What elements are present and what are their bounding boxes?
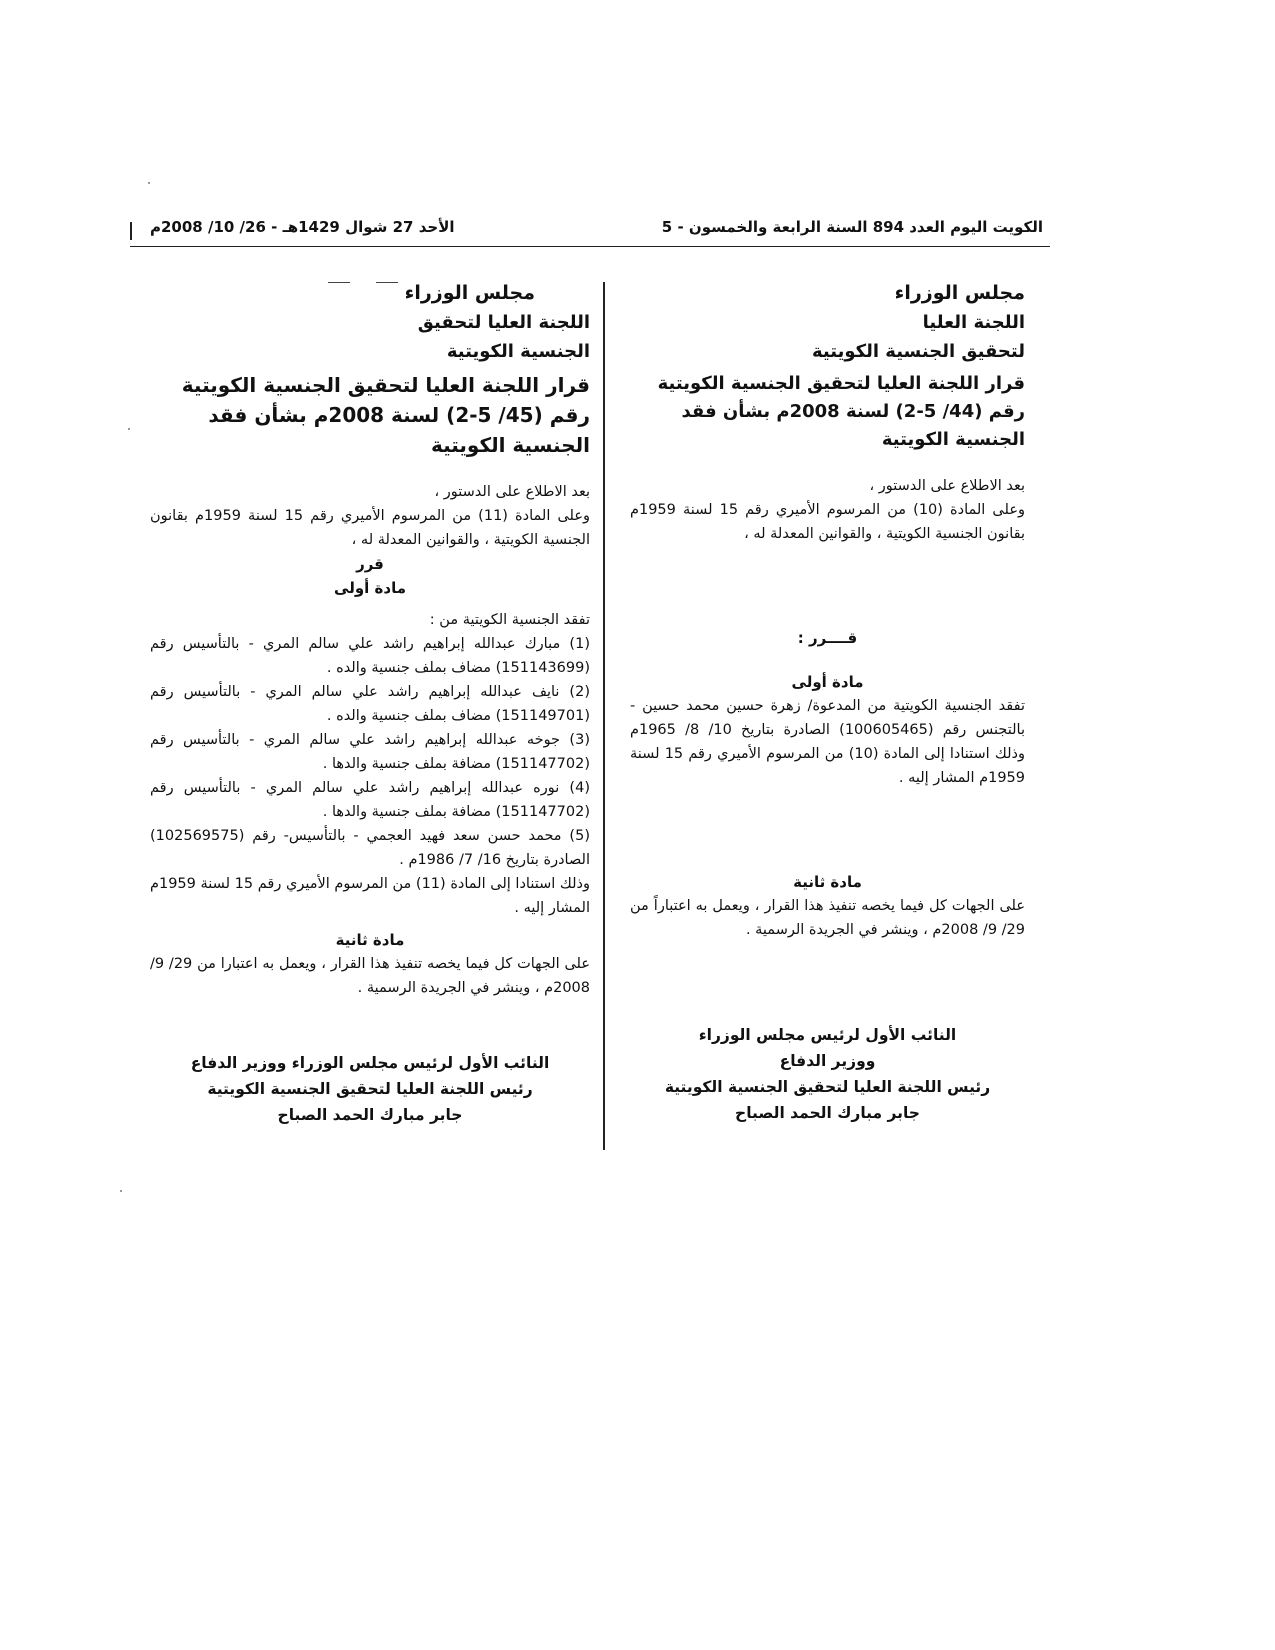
decided-heading: قرر <box>356 555 384 573</box>
decision-title: رقم (45/ 5-2) لسنة 2008م بشأن فقد الجنسية الكويتية <box>208 403 590 457</box>
list-item: (5) محمد حسن سعد فهيد العجمي - بالتأسيس- رقم (102569575) الصادرة بتاريخ 16/ 7/ 1986م . <box>150 828 590 868</box>
gazette-date-header: الأحد 27 شوال 1429هـ - 26/ 10/ 2008م <box>150 218 455 236</box>
article-intro: تفقد الجنسية الكويتية من : <box>429 612 590 628</box>
article-text: على الجهات كل فيما يخصه تنفيذ هذا القرار ، ويعمل به اعتبارا من 29/ 9/ 2008م ، وينشر في الجريدة الرسمية . <box>150 956 591 996</box>
gazette-issue-header: الكويت اليوم العدد 894 السنة الرابعة والخمسون - 5 <box>661 218 1043 236</box>
article-heading: مادة أولى <box>334 579 406 597</box>
scan-speck <box>120 1190 122 1192</box>
article-heading: مادة ثانية <box>335 931 405 949</box>
list-item: (4) نوره عبدالله إبراهيم راشد علي سالم المري - بالتأسيس رقم (151147702) مضافة بملف جنسية والدها . <box>150 780 590 820</box>
signature-line: رئيس اللجنة العليا لتحقيق الجنسية الكويتية <box>207 1080 533 1098</box>
column-divider <box>603 282 605 1150</box>
article-heading: مادة أولى <box>791 673 864 691</box>
signatory-name: جابر مبارك الحمد الصباح <box>735 1104 920 1122</box>
article-heading: مادة ثانية <box>793 873 862 891</box>
signature-line: رئيس اللجنة العليا لتحقيق الجنسية الكويتية <box>664 1078 991 1096</box>
decision-title: قرار اللجنة العليا لتحقيق الجنسية الكويتية <box>181 373 590 397</box>
committee-heading: لتحقيق الجنسية الكويتية <box>811 341 1025 362</box>
committee-heading: الجنسية الكويتية <box>446 341 590 362</box>
committee-heading: اللجنة العليا لتحقيق <box>417 312 590 333</box>
ministry-heading: مجلس الوزراء <box>404 282 535 304</box>
article-text: تفقد الجنسية الكويتية من المدعوة/ زهرة حسين محمد حسين - بالتجنس رقم (100605465) الصادرة بتاريخ 10/ 8/ 1965م وذلك استنادا إلى المادة (10) من المرسوم الأميري رقم 15 لسنة 1959م المشار إليه . <box>630 698 1025 786</box>
signature-line: ووزير الدفاع <box>779 1052 876 1070</box>
decision-title: رقم (44/ 5-2) لسنة 2008م بشأن فقد الجنسية الكويتية <box>681 401 1025 450</box>
article-text: على الجهات كل فيما يخصه تنفيذ هذا القرار ، ويعمل به اعتباراً من 29/ 9/ 2008م ، وينشر في الجريدة الرسمية . <box>630 898 1025 938</box>
signatory-name: جابر مبارك الحمد الصباح <box>277 1106 463 1124</box>
ministry-heading: مجلس الوزراء <box>894 282 1025 304</box>
decision-45-column <box>150 282 590 1128</box>
header-margin-mark <box>130 222 132 240</box>
preamble: وعلى المادة (11) من المرسوم الأميري رقم 15 لسنة 1959م بقانون الجنسية الكويتية ، والقوانين المعدلة له ، <box>150 508 590 548</box>
signature-line: النائب الأول لرئيس مجلس الوزراء <box>698 1026 957 1044</box>
preamble: بعد الاطلاع على الدستور ، <box>869 478 1025 494</box>
scan-speck <box>148 182 150 184</box>
committee-heading: اللجنة العليا <box>922 312 1025 333</box>
preamble: وعلى المادة (10) من المرسوم الأميري رقم 15 لسنة 1959م بقانون الجنسية الكويتية ، والقوانين المعدلة له ، <box>630 502 1025 542</box>
list-item: (3) جوخه عبدالله إبراهيم راشد علي سالم المري - بالتأسيس رقم (151147702) مضافة بملف جنسية والدها . <box>150 732 590 772</box>
header-rule <box>130 246 1050 247</box>
decision-title: قرار اللجنة العليا لتحقيق الجنسية الكويتية <box>657 373 1025 394</box>
scan-speck <box>128 428 130 430</box>
list-item: (2) نايف عبدالله إبراهيم راشد علي سالم المري - بالتأسيس رقم (151149701) مضاف بملف جنسية والده . <box>150 684 590 724</box>
preamble: بعد الاطلاع على الدستور ، <box>434 484 590 500</box>
decided-heading: قــــرر : <box>797 629 858 647</box>
signature-line: النائب الأول لرئيس مجلس الوزراء ووزير الدفاع <box>190 1054 550 1072</box>
decision-44-column <box>630 282 1025 1126</box>
list-item: (1) مبارك عبدالله إبراهيم راشد علي سالم المري - بالتأسيس رقم (151143699) مضاف بملف جنسية والده . <box>150 636 590 676</box>
article-closing: وذلك استنادا إلى المادة (11) من المرسوم الأميري رقم 15 لسنة 1959م المشار إليه . <box>150 876 590 916</box>
